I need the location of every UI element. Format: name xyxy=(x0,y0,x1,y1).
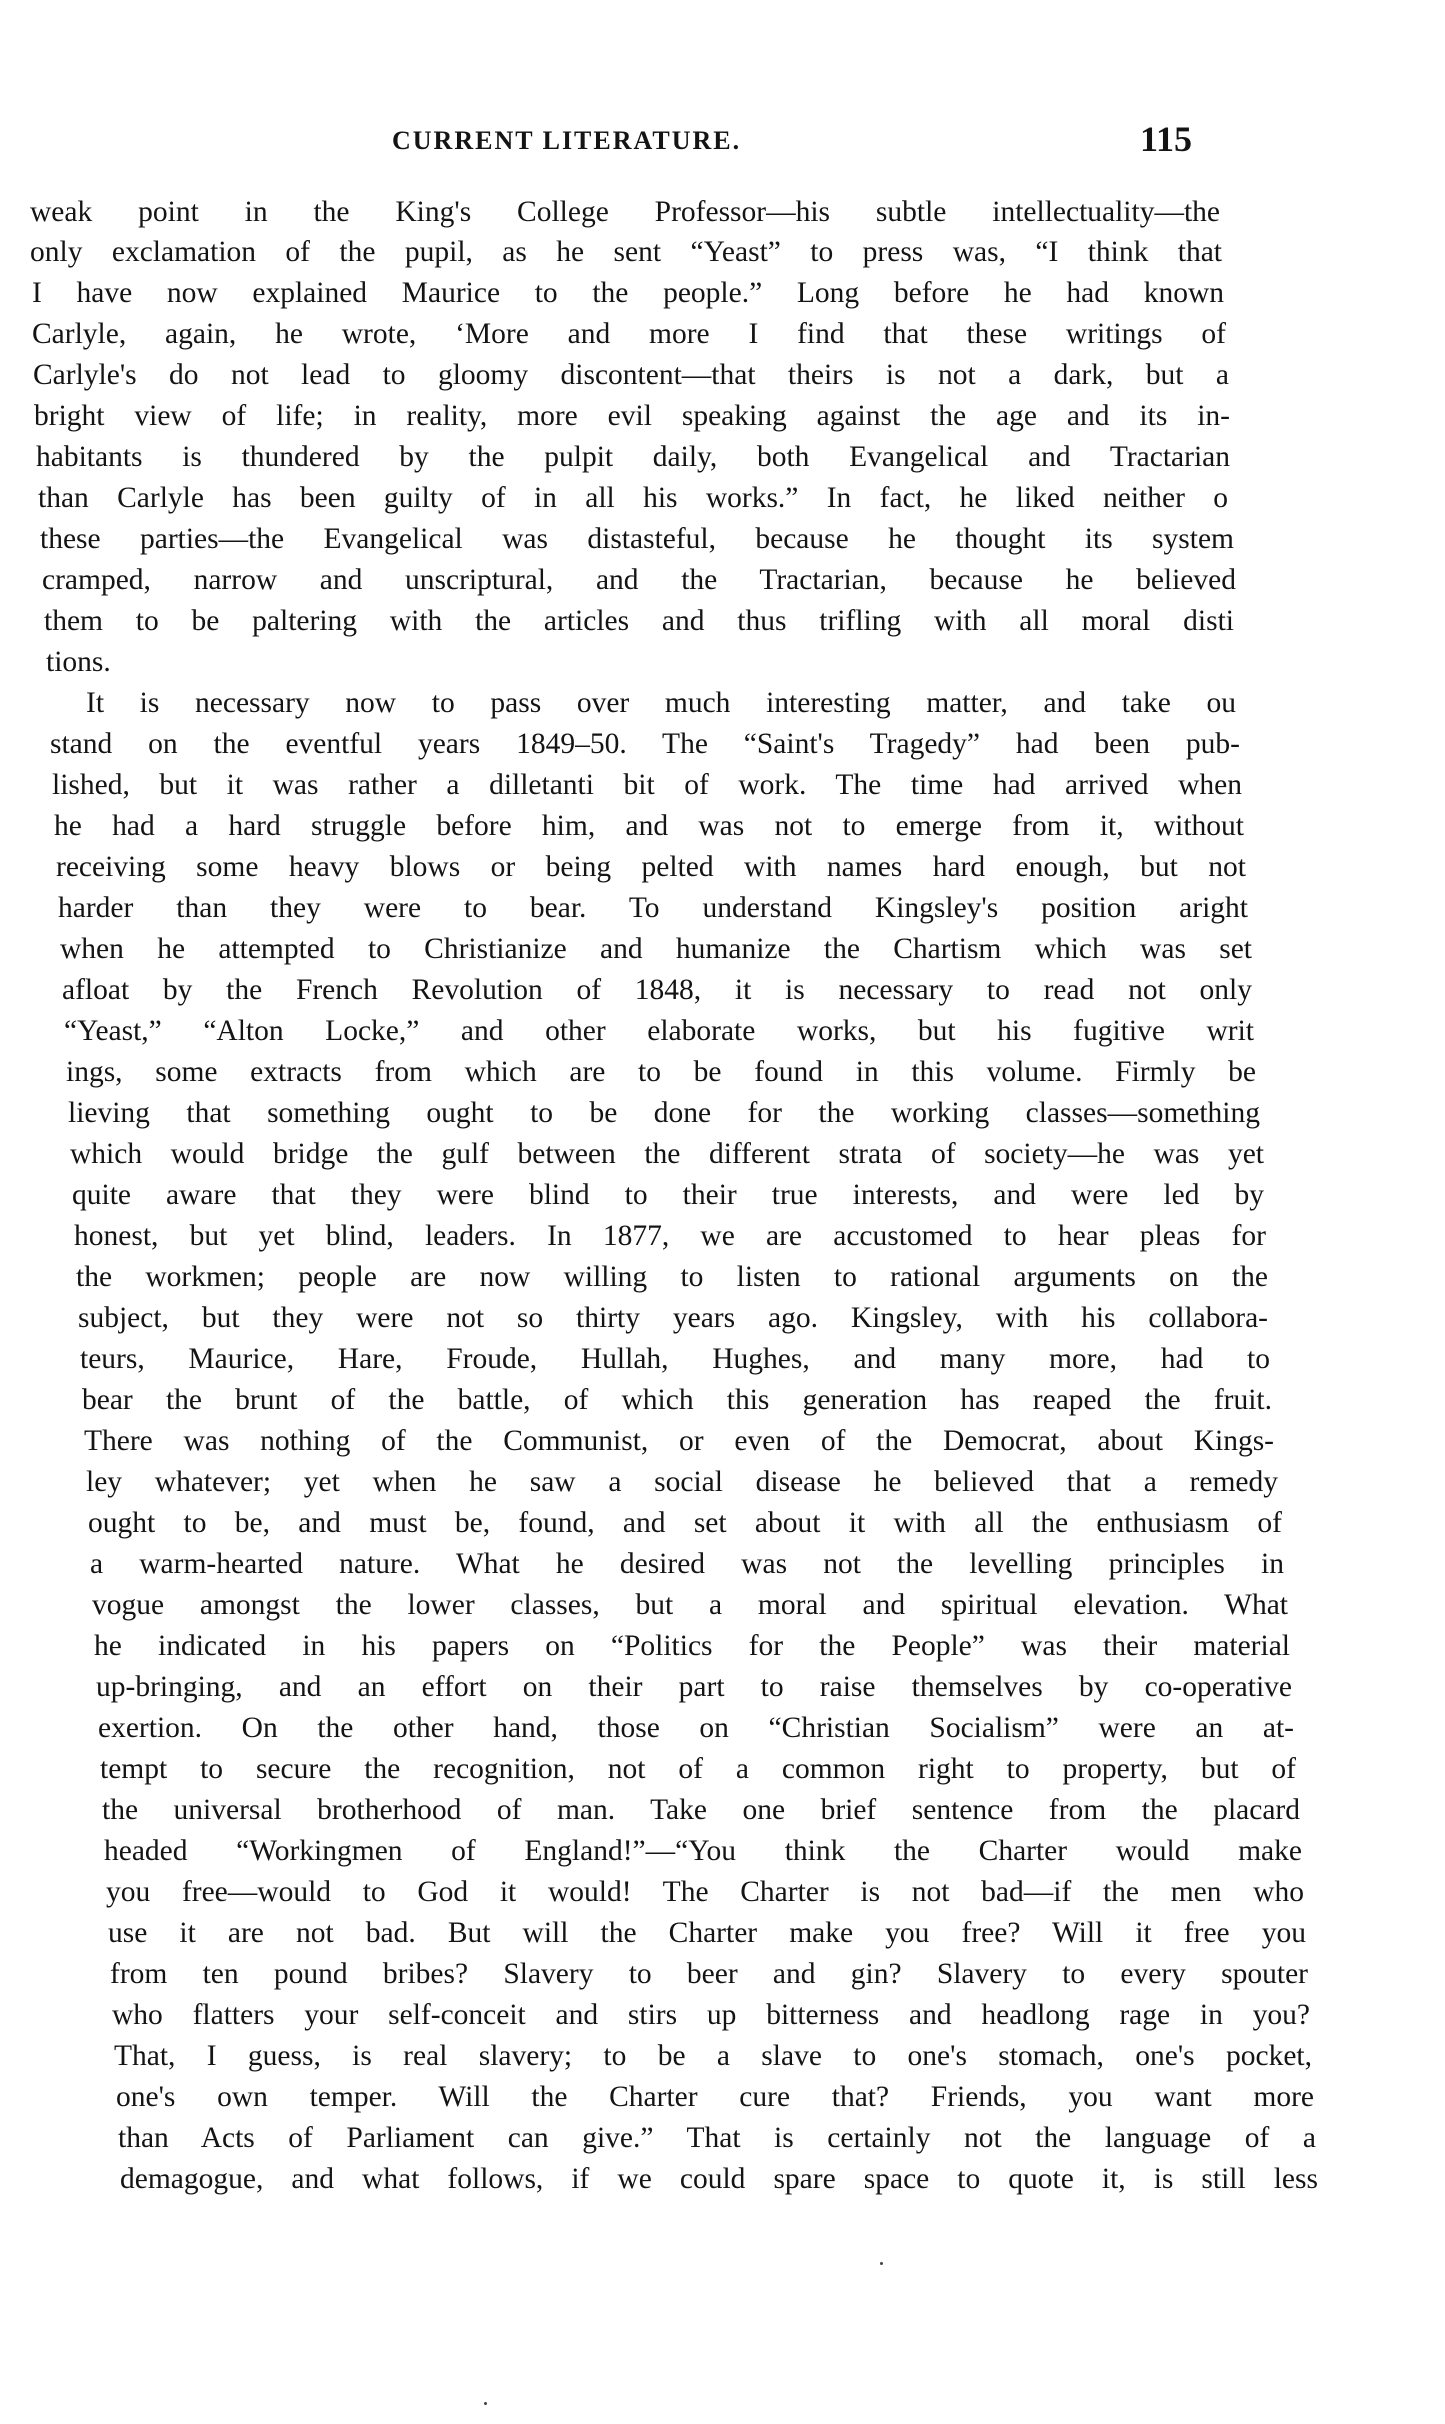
text-line: he had a hard struggle before him, and was not to emerge from it, without xyxy=(54,810,1244,842)
text-line: the universal brotherhood of man. Take one brief sentence from the placard xyxy=(102,1794,1300,1826)
text-line: tempt to secure the recognition, not of a common right to property, but of xyxy=(100,1753,1296,1785)
text-line: ought to be, and must be, found, and set about it with all the enthusiasm of xyxy=(88,1507,1282,1539)
text-line: when he attempted to Christianize and humanize the Chartism which was set xyxy=(60,933,1252,965)
text-line: ley whatever; yet when he saw a social disease he believed that a remedy xyxy=(86,1466,1278,1498)
text-line: afloat by the French Revolution of 1848, it is necessary to read not only xyxy=(62,974,1252,1006)
text-line: That, I guess, is real slavery; to be a slave to one's stomach, one's pocket, xyxy=(114,2040,1312,2072)
text-line: It is necessary now to pass over much interesting matter, and take ou xyxy=(86,687,1236,719)
text-line: There was nothing of the Communist, or even of the Democrat, about Kings- xyxy=(84,1425,1274,1457)
text-line: than Carlyle has been guilty of in all his works.” In fact, he liked neither o xyxy=(38,482,1228,514)
text-line: stand on the eventful years 1849–50. The “Saint's Tragedy” had been pub- xyxy=(50,728,1240,760)
text-line: honest, but yet blind, leaders. In 1877, we are accustomed to hear pleas for xyxy=(74,1220,1266,1252)
text-line: ings, some extracts from which are to be found in this volume. Firmly be xyxy=(66,1056,1256,1088)
text-line: which would bridge the gulf between the different strata of society—he was yet xyxy=(70,1138,1264,1170)
text-line: only exclamation of the pupil, as he sent “Yeast” to press was, “I think that xyxy=(30,236,1222,268)
text-line: bright view of life; in reality, more evil speaking against the age and its in- xyxy=(34,400,1230,432)
text-line: Carlyle, again, he wrote, ‘More and more I find that these writings of xyxy=(32,318,1226,350)
text-line: Carlyle's do not lead to gloomy discontent—that theirs is not a dark, but a xyxy=(33,359,1229,391)
text-line: subject, but they were not so thirty years ago. Kingsley, with his collabora- xyxy=(78,1302,1268,1334)
text-line: you free—would to God it would! The Charter is not bad—if the men who xyxy=(106,1876,1304,1908)
text-line: them to be paltering with the articles and thus trifling with all moral disti xyxy=(44,605,1234,637)
text-line: the workmen; people are now willing to listen to rational arguments on the xyxy=(76,1261,1268,1293)
text-line: teurs, Maurice, Hare, Froude, Hullah, Hughes, and many more, had to xyxy=(80,1343,1270,1375)
text-line: use it are not bad. But will the Charter make you free? Will it free you xyxy=(108,1917,1306,1949)
text-line: lished, but it was rather a dilletanti bit of work. The time had arrived when xyxy=(52,769,1242,801)
text-line: demagogue, and what follows, if we could spare space to quote it, is still less xyxy=(120,2163,1318,2195)
text-line: he indicated in his papers on “Politics for the People” was their material xyxy=(94,1630,1290,1662)
print-speck xyxy=(484,2402,487,2405)
text-line: one's own temper. Will the Charter cure that? Friends, you want more xyxy=(116,2081,1314,2113)
text-line: “Yeast,” “Alton Locke,” and other elaborate works, but his fugitive writ xyxy=(64,1015,1254,1047)
print-speck xyxy=(880,2262,883,2265)
text-line: than Acts of Parliament can give.” That is certainly not the language of a xyxy=(118,2122,1316,2154)
running-head xyxy=(0,118,1445,158)
text-line: tions. xyxy=(46,646,111,678)
text-line: a warm-hearted nature. What he desired was not the levelling principles in xyxy=(90,1548,1284,1580)
text-line: vogue amongst the lower classes, but a moral and spiritual elevation. What xyxy=(92,1589,1288,1621)
text-line: harder than they were to bear. To understand Kingsley's position aright xyxy=(58,892,1248,924)
text-line: from ten pound bribes? Slavery to beer and gin? Slavery to every spouter xyxy=(110,1958,1308,1990)
text-line: these parties—the Evangelical was distasteful, because he thought its system xyxy=(40,523,1234,555)
text-line: weak point in the King's College Professor—his subtle intellectuality—the xyxy=(30,196,1220,228)
text-line: receiving some heavy blows or being pelted with names hard enough, but not xyxy=(56,851,1246,883)
running-title: CURRENT LITERATURE. xyxy=(392,126,742,155)
text-line: up-bringing, and an effort on their part to raise themselves by co-operative xyxy=(96,1671,1292,1703)
text-line: quite aware that they were blind to their true interests, and were led by xyxy=(72,1179,1264,1211)
text-line: who flatters your self-conceit and stirs up bitterness and headlong rage in you? xyxy=(112,1999,1310,2031)
text-line: lieving that something ought to be done for the working classes—something xyxy=(68,1097,1260,1129)
page-number: 115 xyxy=(1140,119,1193,159)
text-line: I have now explained Maurice to the people.” Long before he had known xyxy=(32,277,1224,309)
text-line: cramped, narrow and unscriptural, and the Tractarian, because he believed xyxy=(42,564,1236,596)
text-line: exertion. On the other hand, those on “Christian Socialism” were an at- xyxy=(98,1712,1294,1744)
text-line: habitants is thundered by the pulpit daily, both Evangelical and Tractarian xyxy=(36,441,1230,473)
text-line: headed “Workingmen of England!”—“You think the Charter would make xyxy=(104,1835,1302,1867)
text-line: bear the brunt of the battle, of which this generation has reaped the fruit. xyxy=(82,1384,1272,1416)
